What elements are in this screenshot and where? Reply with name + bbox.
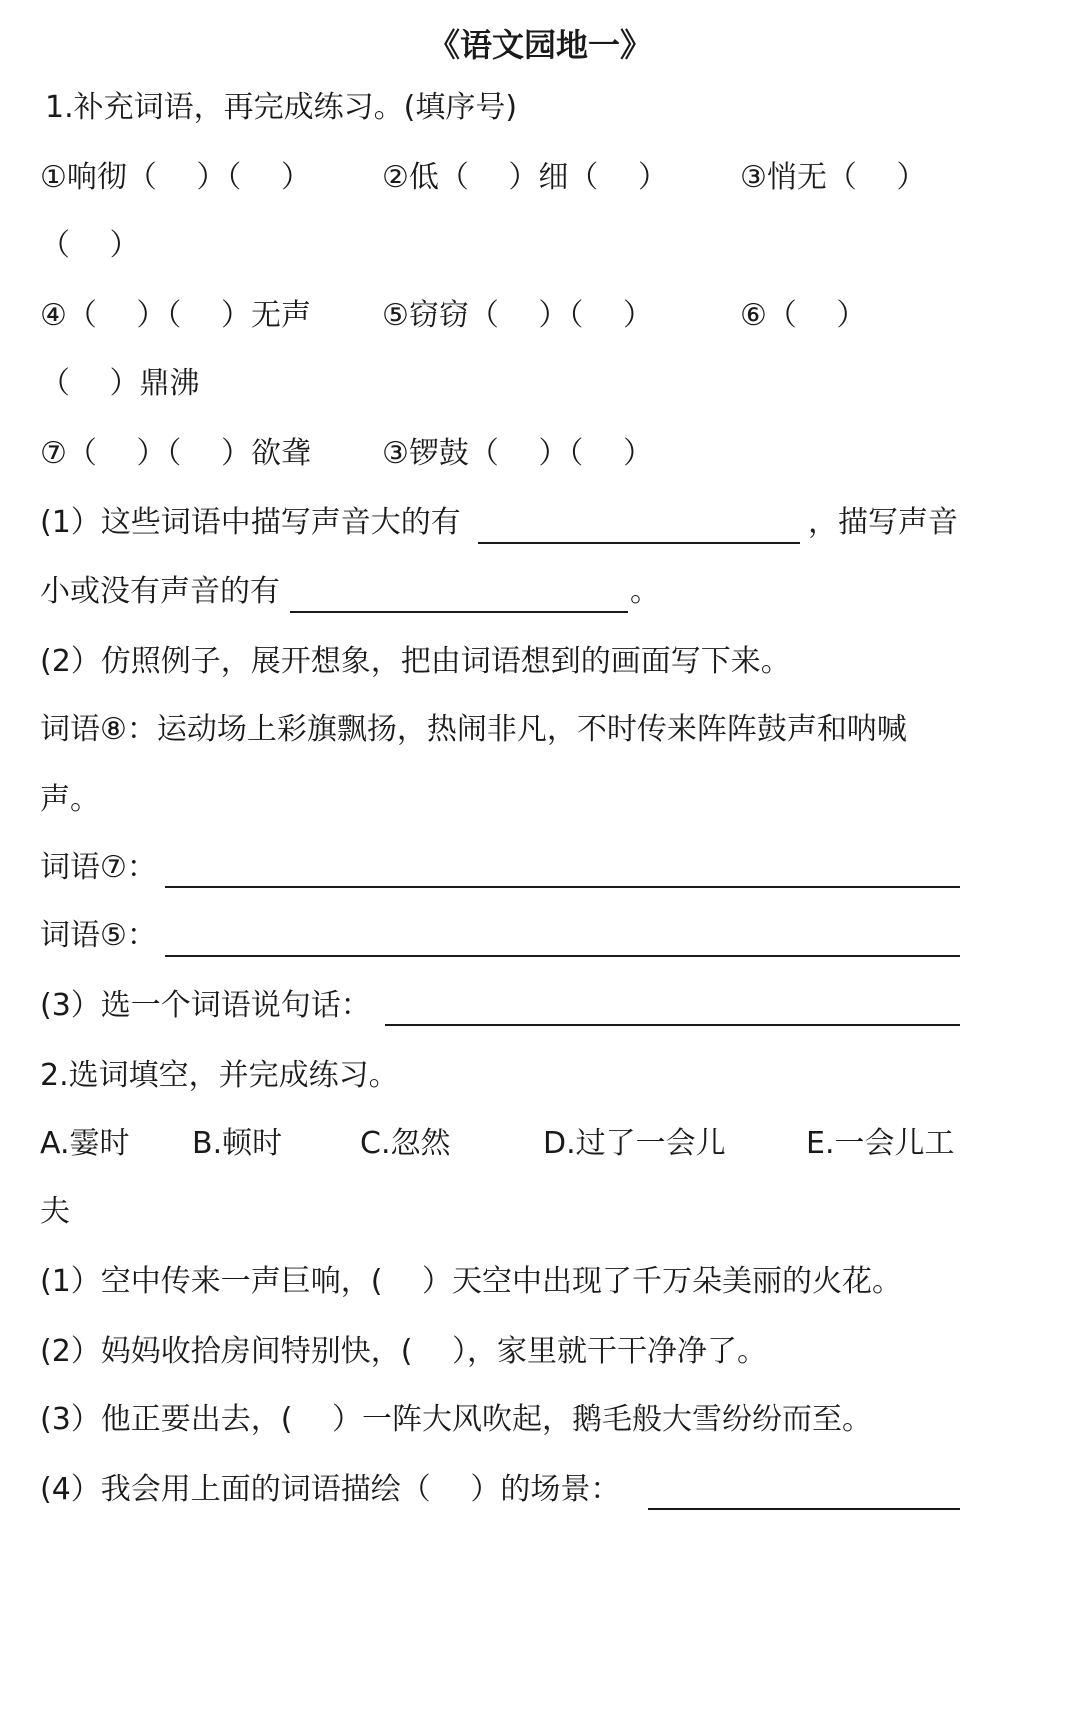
answer-blank-scene[interactable] [648, 1508, 960, 1510]
subquestion-2-text: (2）仿照例子，展开想象，把由词语想到的画面写下来。 [40, 644, 791, 679]
option-a: A.霎时 [40, 1126, 130, 1161]
word-item-1: ①响彻（ ）（ ） [40, 160, 311, 195]
word-item-7: ⑦（ ）（ ）欲聋 [40, 436, 311, 471]
option-b: B.顿时 [192, 1126, 283, 1161]
answer-blank-word-5[interactable] [165, 955, 960, 957]
subquestion-1-period: 。 [630, 574, 660, 609]
option-c: C.忽然 [360, 1126, 451, 1161]
option-d: D.过了一会儿 [543, 1126, 726, 1161]
answer-blank-quiet-words[interactable] [290, 611, 628, 613]
word-item-3: ③悄无（ ） [740, 160, 927, 195]
word-7-label: 词语⑦： [40, 850, 157, 885]
subquestion-1-text: (1）这些词语中描写声音大的有 [40, 505, 461, 540]
question-2-header: 2.选词填空，并完成练习。 [40, 1058, 399, 1093]
option-e: E.一会儿工 [806, 1126, 955, 1161]
example-line: 词语⑧：运动场上彩旗飘扬，热闹非凡，不时传来阵阵鼓声和呐喊 [40, 712, 907, 747]
answer-blank-loud-words[interactable] [478, 542, 800, 544]
word-item-8: ③锣鼓（ ）（ ） [382, 436, 653, 471]
subquestion-3-text: (3）选一个词语说句话： [40, 988, 371, 1023]
word-item-6-continued: （ ）鼎沸 [40, 366, 200, 401]
question-1-header: 1.补充词语，再完成练习。(填序号) [45, 90, 518, 125]
word-item-4: ④（ ）（ ）无声 [40, 298, 311, 333]
word-item-6: ⑥（ ） [740, 298, 867, 333]
subquestion-1-text-3: 小或没有声音的有 [40, 574, 280, 609]
word-item-5: ⑤窃窃（ ）（ ） [382, 298, 653, 333]
answer-blank-word-7[interactable] [165, 886, 960, 888]
word-item-2: ②低（ ）细（ ） [382, 160, 668, 195]
word-item-3-continued: （ ） [40, 228, 140, 263]
option-e-continued: 夫 [40, 1194, 70, 1229]
subquestion-1-text-2: ，描写声音 [808, 505, 958, 540]
fill-sentence-4: (4）我会用上面的词语描绘（ ）的场景： [40, 1472, 621, 1507]
answer-blank-sentence[interactable] [385, 1024, 960, 1026]
fill-sentence-2: (2）妈妈收拾房间特别快，( ），家里就干干净净了。 [40, 1334, 768, 1369]
example-line-continued: 声。 [40, 782, 100, 817]
page-title: 《语文园地一》 [427, 26, 652, 64]
word-5-label: 词语⑤： [40, 918, 157, 953]
fill-sentence-3: (3）他正要出去，( ）一阵大风吹起，鹅毛般大雪纷纷而至。 [40, 1402, 873, 1437]
fill-sentence-1: (1）空中传来一声巨响，( ）天空中出现了千万朵美丽的火花。 [40, 1264, 903, 1299]
